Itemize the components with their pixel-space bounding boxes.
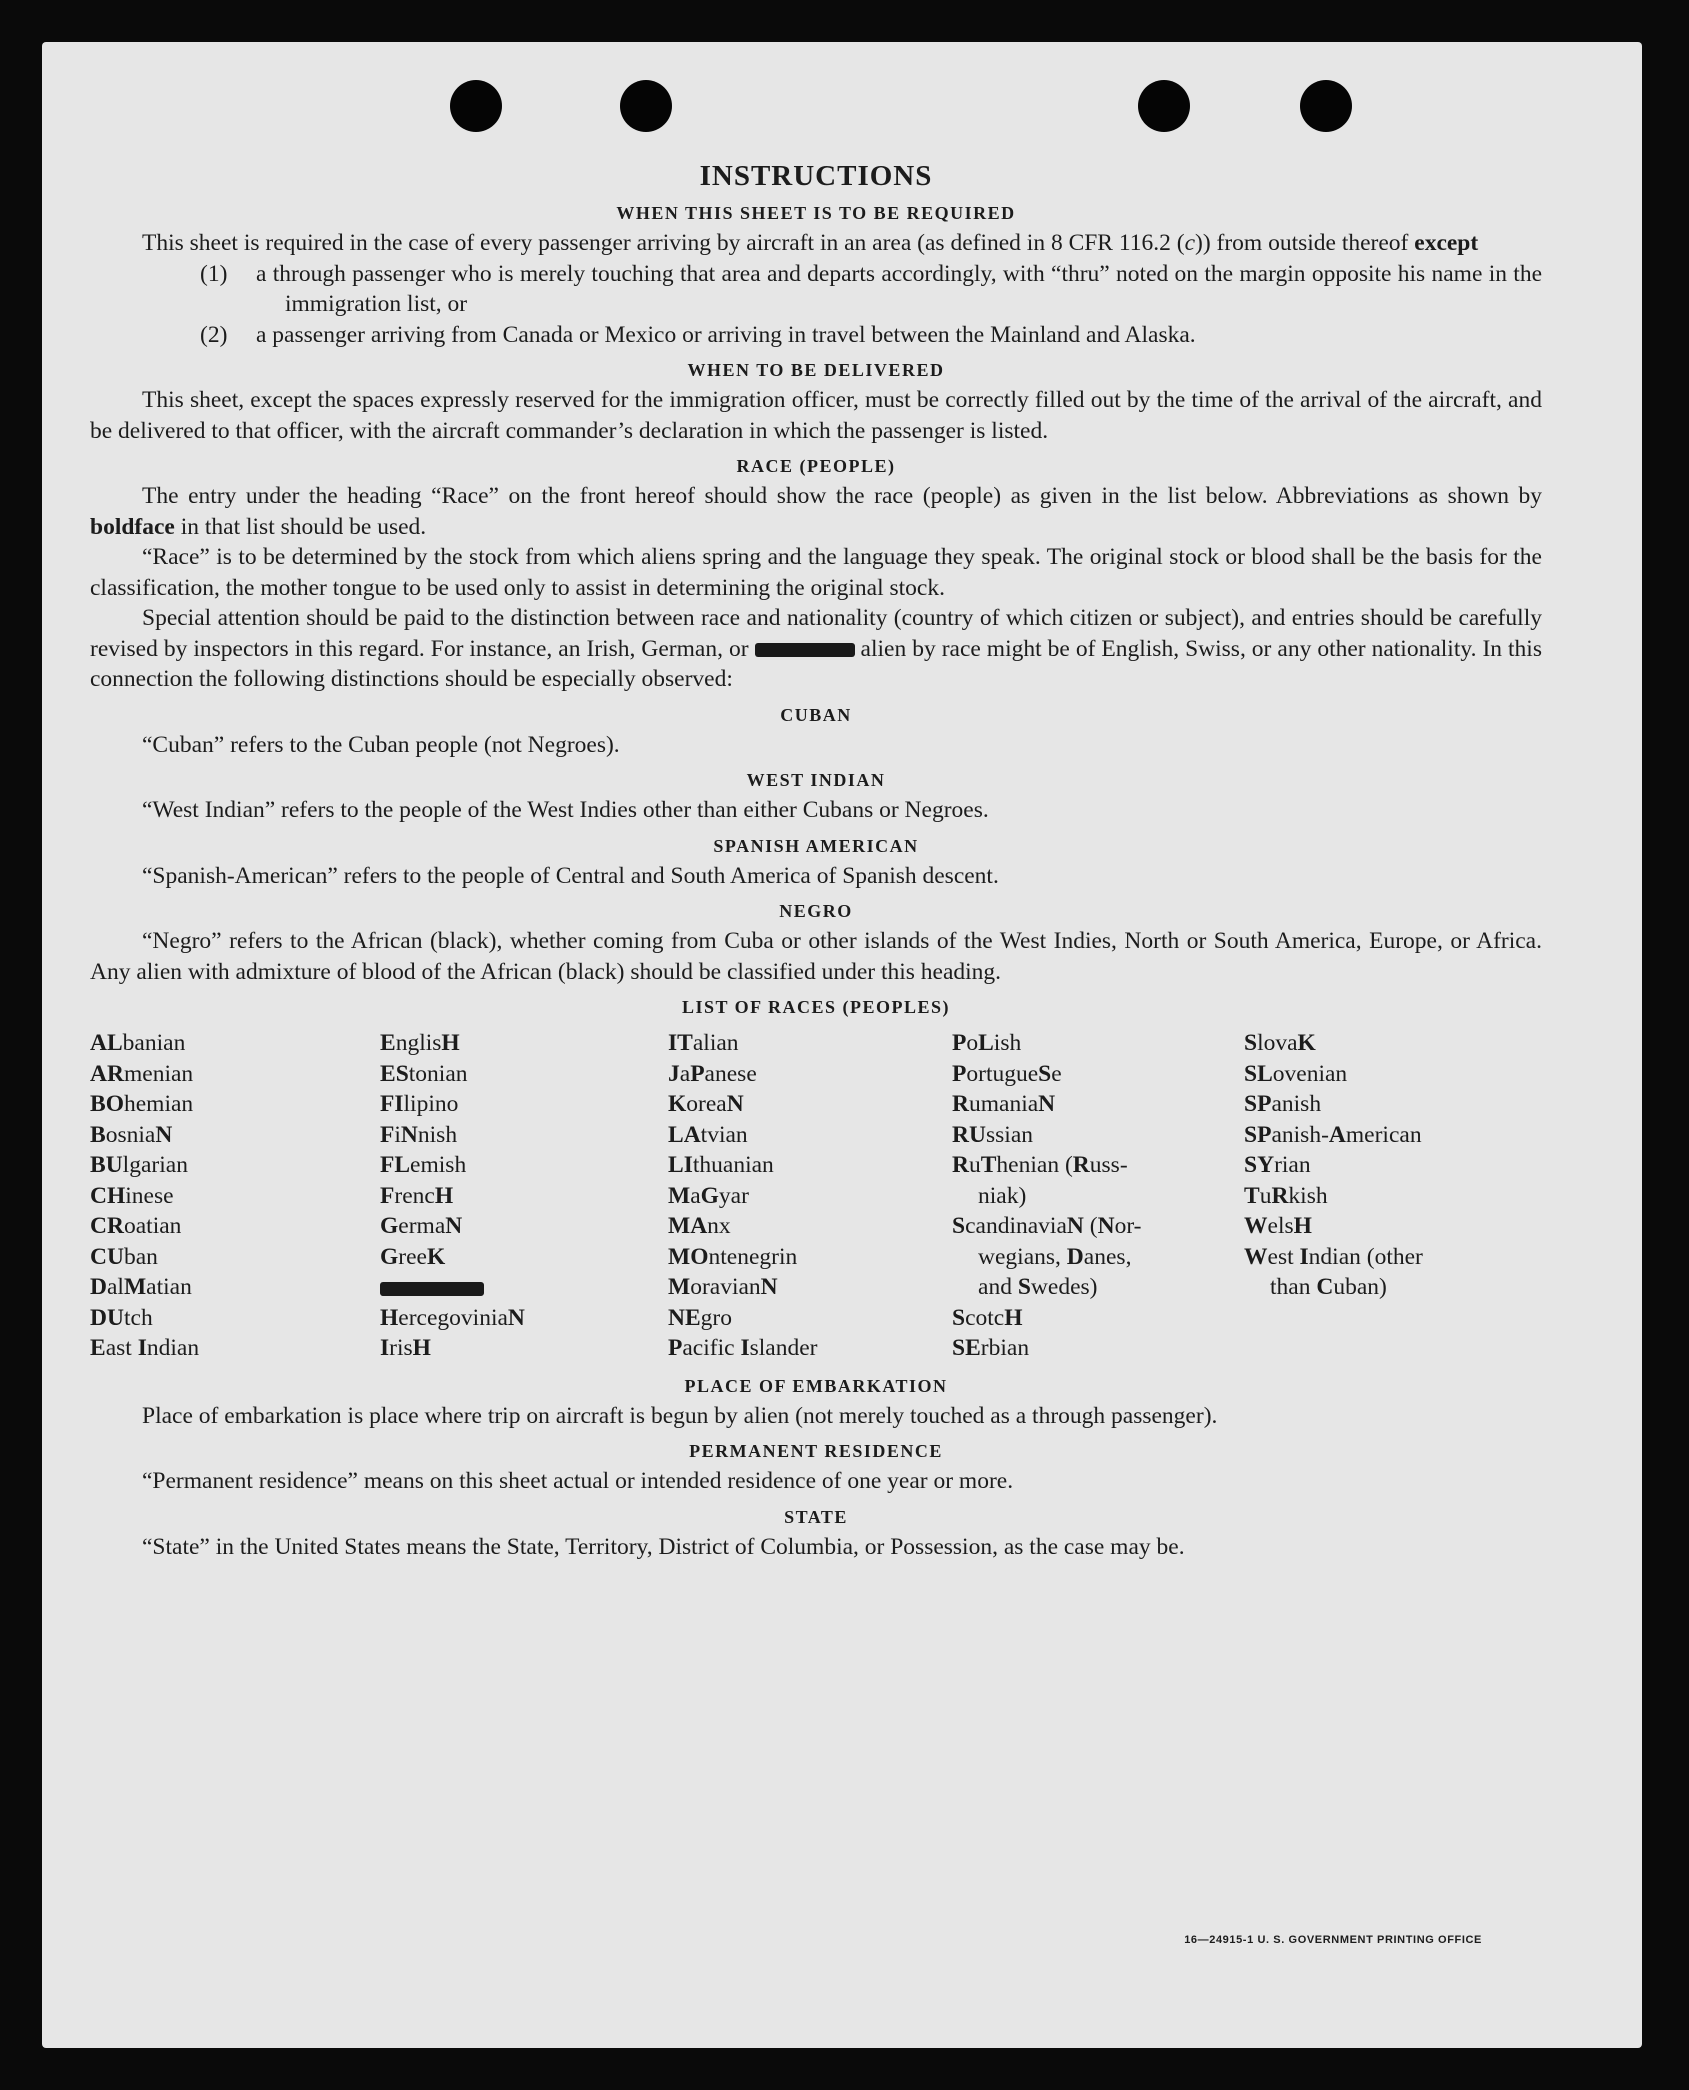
race-entry: KoreaN xyxy=(668,1091,744,1117)
race-entry: PortugueSe xyxy=(952,1060,1062,1087)
heading-list-of-races: LIST OF RACES (PEOPLES) xyxy=(681,997,951,1017)
exception-text: a passenger arriving from Canada or Mexico or arriving in travel between the Mainland and Alaska. xyxy=(256,321,1196,348)
race-p3-text-2: alien by race might be of English, Swiss, or any other nationality. In this connection the following distinctions should be especially observed: xyxy=(90,635,1542,692)
race-entry: ALbanian xyxy=(90,1030,186,1056)
instructions-content xyxy=(90,160,1542,1562)
race-p3-text: Special attention should be paid to the distinction between race and nationality (country of which citizen or subject), and entries should be carefully revised by inspectors in this regard. For instance, an Irish, German, or xyxy=(90,605,1542,662)
heading-state: STATE xyxy=(784,1506,848,1527)
race-entry: MAnx xyxy=(668,1213,731,1239)
required-intro-text: This sheet is required in the case of every passenger arriving by aircraft in an area (as defined in 8 CFR 116.2 ( xyxy=(142,230,1185,256)
races-column xyxy=(380,1028,668,1364)
race-entry: BOhemian xyxy=(90,1091,194,1117)
race-entry: DUtch xyxy=(90,1304,153,1331)
race-entry: LAtvian xyxy=(668,1121,748,1148)
race-entry: CRoatian xyxy=(90,1213,182,1239)
heading-west-indian: WEST INDIAN xyxy=(746,770,886,790)
punch-hole xyxy=(1138,80,1190,132)
race-entry: PoLish xyxy=(952,1030,1022,1056)
required-intro xyxy=(90,228,1542,259)
punch-hole xyxy=(450,80,502,132)
race-entry: niak) xyxy=(978,1182,1027,1209)
race-entry: ARmenian xyxy=(90,1060,194,1087)
race-entry: MoravianN xyxy=(668,1274,778,1300)
race-entry: CHinese xyxy=(90,1182,174,1209)
race-entry: Pacific Islander xyxy=(668,1335,818,1361)
race-entry: East Indian xyxy=(90,1335,200,1361)
heading-negro: NEGRO xyxy=(779,901,853,921)
race-entry: SlovaK xyxy=(1244,1030,1316,1056)
races-column xyxy=(1244,1028,1542,1364)
race-entry: West Indian (other xyxy=(1244,1243,1423,1270)
exception-number: (1) xyxy=(200,260,228,287)
race-entry: EStonian xyxy=(380,1060,468,1087)
heading-spanish-american: SPANISH AMERICAN xyxy=(713,835,919,856)
race-entry: and Swedes) xyxy=(978,1274,1098,1300)
exception-item xyxy=(90,259,1542,320)
state-text: “State” in the United States means the State, Territory, District of Columbia, or Possession, as the case may be. xyxy=(142,1533,1185,1560)
spanish-american-text: “Spanish-American” refers to the people of Central and South America of Spanish descent. xyxy=(142,862,999,889)
race-entry: TuRkish xyxy=(1244,1182,1328,1209)
required-intro-italic: c xyxy=(1184,230,1195,256)
race-entry: SPanish-American xyxy=(1244,1121,1422,1148)
heading-residence: PERMANENT RESIDENCE xyxy=(689,1441,943,1461)
race-entry: BUlgarian xyxy=(90,1152,188,1178)
punch-hole xyxy=(620,80,672,132)
heading-embarkation: PLACE OF EMBARKATION xyxy=(684,1375,948,1396)
race-entry: JaPanese xyxy=(668,1060,757,1087)
punch-hole xyxy=(1300,80,1352,132)
race-entry: MOntenegrin xyxy=(668,1243,798,1270)
race-entry: EnglisH xyxy=(380,1030,460,1056)
delivered-text: This sheet, except the spaces expressly reserved for the immigration officer, must be correctly filled out by the time of the arrival of the aircraft, and be delivered to that officer, with the aircraft commander’s declaration in which the passenger is listed. xyxy=(90,387,1542,444)
race-entry: ITalian xyxy=(668,1030,739,1056)
race-entry: RuThenian (Russ- xyxy=(952,1152,1128,1178)
race-entry: SErbian xyxy=(952,1335,1030,1361)
race-p1-text: The entry under the heading “Race” on the front hereof should show the race (people) as given in the list below. Abbreviations as shown by xyxy=(142,483,1542,509)
race-entry xyxy=(380,1272,668,1303)
race-entry: IrisH xyxy=(380,1335,431,1361)
race-entry: SYrian xyxy=(1244,1152,1311,1178)
race-paragraph-2: “Race” is to be determined by the stock from which aliens spring and the language they speak. The original stock or blood shall be the basis for the classification, the mother tongue to be used only to assist in determining the original stock. xyxy=(90,544,1542,601)
race-entry: SLovenian xyxy=(1244,1060,1348,1087)
race-entry: FLemish xyxy=(380,1152,467,1178)
heading-required: WHEN THIS SHEET IS TO BE REQUIRED xyxy=(616,203,1016,223)
race-entry: DalMatian xyxy=(90,1274,192,1300)
required-except: except xyxy=(1414,230,1479,256)
races-list xyxy=(90,1028,1542,1364)
cuban-text: “Cuban” refers to the Cuban people (not Negroes). xyxy=(142,731,620,758)
heading-cuban: CUBAN xyxy=(780,704,852,725)
embarkation-text: Place of embarkation is place where trip on aircraft is begun by alien (not merely touched as a through passenger). xyxy=(142,1402,1218,1429)
race-paragraph-1 xyxy=(90,481,1542,542)
required-intro-text-2: )) from outside thereof xyxy=(1195,230,1415,256)
heading-race: RACE (PEOPLE) xyxy=(736,456,896,476)
race-paragraph-3 xyxy=(90,603,1542,695)
race-entry: ScotcH xyxy=(952,1304,1023,1331)
negro-text: “Negro” refers to the African (black), whether coming from Cuba or other islands of the West Indies, North or South America, Europe, or Africa. Any alien with admixture of blood of the African (black) should be classified under this heading. xyxy=(90,928,1542,985)
race-entry: SPanish xyxy=(1244,1091,1322,1117)
race-entry: NEgro xyxy=(668,1304,732,1331)
race-entry: FrencH xyxy=(380,1182,454,1209)
exception-number: (2) xyxy=(200,321,228,348)
race-entry: LIthuanian xyxy=(668,1152,774,1178)
race-entry: than Cuban) xyxy=(1270,1274,1387,1300)
heading-delivered: WHEN TO BE DELIVERED xyxy=(687,360,945,380)
document-sheet xyxy=(42,42,1642,2048)
race-entry: CUban xyxy=(90,1243,158,1270)
race-entry: RumaniaN xyxy=(952,1091,1056,1117)
race-p1-text-2: in that list should be used. xyxy=(174,513,427,540)
race-entry: GermaN xyxy=(380,1213,463,1239)
west-indian-text: “West Indian” refers to the people of the West Indies other than either Cubans or Negroes. xyxy=(142,797,989,823)
race-entry: ScandinaviaN (Nor- xyxy=(952,1213,1142,1239)
race-entry: MaGyar xyxy=(668,1182,749,1209)
redaction-mark xyxy=(380,1282,484,1296)
races-column xyxy=(952,1028,1244,1364)
residence-text: “Permanent residence” means on this sheet actual or intended residence of one year or more. xyxy=(142,1468,1014,1494)
race-entry: HercegoviniaN xyxy=(380,1304,525,1331)
exception-text: a through passenger who is merely touching that area and departs accordingly, with “thru” noted on the margin opposite his name in the immigration list, or xyxy=(256,260,1542,317)
race-entry: wegians, Danes, xyxy=(978,1243,1132,1270)
races-column xyxy=(668,1028,952,1364)
race-entry: WelsH xyxy=(1244,1213,1312,1239)
race-entry: FIlipino xyxy=(380,1091,459,1117)
race-entry: GreeK xyxy=(380,1243,446,1270)
exception-item xyxy=(90,320,1542,351)
races-column xyxy=(90,1028,380,1364)
race-entry: BosniaN xyxy=(90,1121,173,1148)
race-p1-bold: boldface xyxy=(90,513,175,540)
page-title: INSTRUCTIONS xyxy=(699,160,933,192)
race-entry: RUssian xyxy=(952,1121,1033,1148)
race-entry: FiNnish xyxy=(380,1121,458,1148)
printing-office-footer: 16—24915-1 U. S. GOVERNMENT PRINTING OFFICE xyxy=(1184,1934,1482,1946)
redaction-mark xyxy=(755,643,855,657)
